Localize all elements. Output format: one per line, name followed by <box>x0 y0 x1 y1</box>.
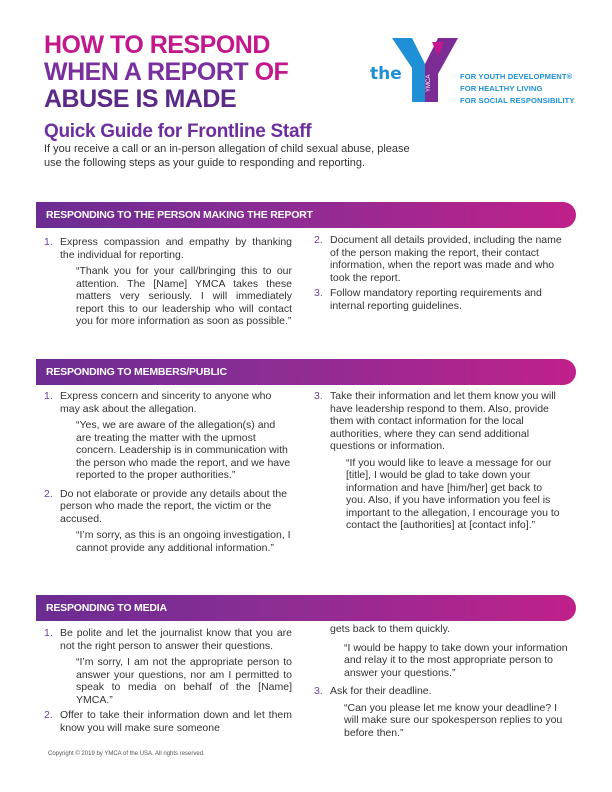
title-line-2-b: OF <box>254 58 289 86</box>
section-2-right-column <box>314 390 564 535</box>
item-text: Offer to take their information down and let them know you will make sure someone <box>60 709 292 734</box>
list-item <box>44 488 292 555</box>
continuation-text: gets back to them quickly. <box>330 623 451 635</box>
tagline-line-2: FOR HEALTHY LIVING <box>460 84 543 93</box>
list-item <box>314 287 564 312</box>
logo-the-text: the <box>370 64 402 84</box>
item-number: 1. <box>44 390 53 402</box>
item-number: 3. <box>314 287 323 299</box>
section-header-members <box>36 359 576 385</box>
section-title: RESPONDING TO THE PERSON MAKING THE REPORT <box>46 209 313 221</box>
intro-paragraph: If you receive a call or an in-person allegation of child sexual abuse, please use the following steps as your guide to responding and reporting. <box>44 143 410 169</box>
section-3-left-column <box>44 627 292 737</box>
item-quote: “Can you please let me know your deadline? I will make sure our spokesperson replies to you before then.” <box>344 701 563 739</box>
logo-tagline <box>460 71 575 107</box>
list-item <box>314 234 564 284</box>
item-number: 2. <box>44 487 53 500</box>
copyright-footer: Copyright © 2019 by YMCA of the USA. All rights reserved. <box>48 751 205 757</box>
item-text: Express concern and sincerity to anyone who may ask about the allegation. <box>60 390 272 415</box>
section-2-left-column <box>44 390 292 557</box>
list-item <box>44 390 292 482</box>
item-quote: “If you would like to leave a message for our [title], I would be glad to take down your information and have [him/her] get back to you. Also, if you have information you feel is important to the allegation, I encourage you to contact the [authorities] at [contact info].” <box>346 456 560 531</box>
item-text: Take their information and let them know you will have leadership respond to them. Also, provide them with contact information for the local authorities, where they can send additional questions or information. <box>330 390 556 452</box>
section-title: RESPONDING TO MEMBERS/PUBLIC <box>46 366 227 378</box>
item-text: Express compassion and empathy by thanking the individual for reporting. <box>60 236 292 261</box>
page-subtitle: Quick Guide for Frontline Staff <box>44 121 312 142</box>
item-number: 1. <box>44 627 53 639</box>
list-item <box>44 709 292 734</box>
title-line-2-a: WHEN A REPORT <box>44 58 255 86</box>
item-number: 3. <box>314 390 323 402</box>
section-header-media <box>36 595 576 621</box>
section-header-reporter <box>36 202 576 228</box>
list-item <box>44 627 292 706</box>
item-number: 2. <box>314 234 323 246</box>
section-title: RESPONDING TO MEDIA <box>46 602 167 614</box>
item-quote: “I would be happy to take down your information and relay it to the most appropriate person to answer your questions.” <box>344 641 568 679</box>
item-text: Do not elaborate or provide any details about the person who made the report, the victim or the accused. <box>60 487 288 525</box>
item-quote: “I’m sorry, as this is an ongoing investigation, I cannot provide any additional information.” <box>76 529 291 554</box>
title-line-3: ABUSE IS MADE <box>44 85 237 113</box>
title-line-2 <box>44 59 288 86</box>
list-item <box>44 236 292 328</box>
section-3-right-column <box>314 623 570 742</box>
logo-ymca-vertical: YMCA <box>426 74 432 92</box>
item-text: Ask for their deadline. <box>330 685 432 697</box>
item-number: 2. <box>44 709 53 721</box>
item-quote: “I’m sorry, I am not the appropriate person to answer your questions, nor am I permitted to speak to media on behalf of the [Name] YMCA.” <box>76 656 292 706</box>
item-number: 1. <box>44 236 53 248</box>
title-line-1: HOW TO RESPOND <box>44 31 270 59</box>
item-quote: “Thank you for your call/bringing this to our attention. The [Name] YMCA takes these matters very seriously. I will immediately report this to our leadership who will contact you for more information as soon as possible.” <box>76 265 292 327</box>
tagline-line-1: FOR YOUTH DEVELOPMENT® <box>460 72 573 81</box>
item-text: Document all details provided, including the name of the person making the report, their contact information, when the report was made and who took the report. <box>330 234 562 284</box>
item-text: Be polite and let the journalist know that you are not the right person to answer their questions. <box>60 627 292 652</box>
item-quote: “Yes, we are aware of the allegation(s) and are treating the matter with the upmost concern. Leadership is in communication with the person who made the report, and we have reported to the proper authorities.” <box>76 419 291 481</box>
section-1-right-column <box>314 234 564 315</box>
ymca-y-icon <box>392 34 458 104</box>
tagline-line-3: FOR SOCIAL RESPONSIBILITY <box>460 96 575 105</box>
list-item <box>314 390 564 532</box>
item-text: Follow mandatory reporting requirements and internal reporting guidelines. <box>330 287 542 312</box>
section-1-left-column <box>44 236 292 331</box>
item-number: 3. <box>314 685 323 697</box>
list-item <box>314 685 570 739</box>
